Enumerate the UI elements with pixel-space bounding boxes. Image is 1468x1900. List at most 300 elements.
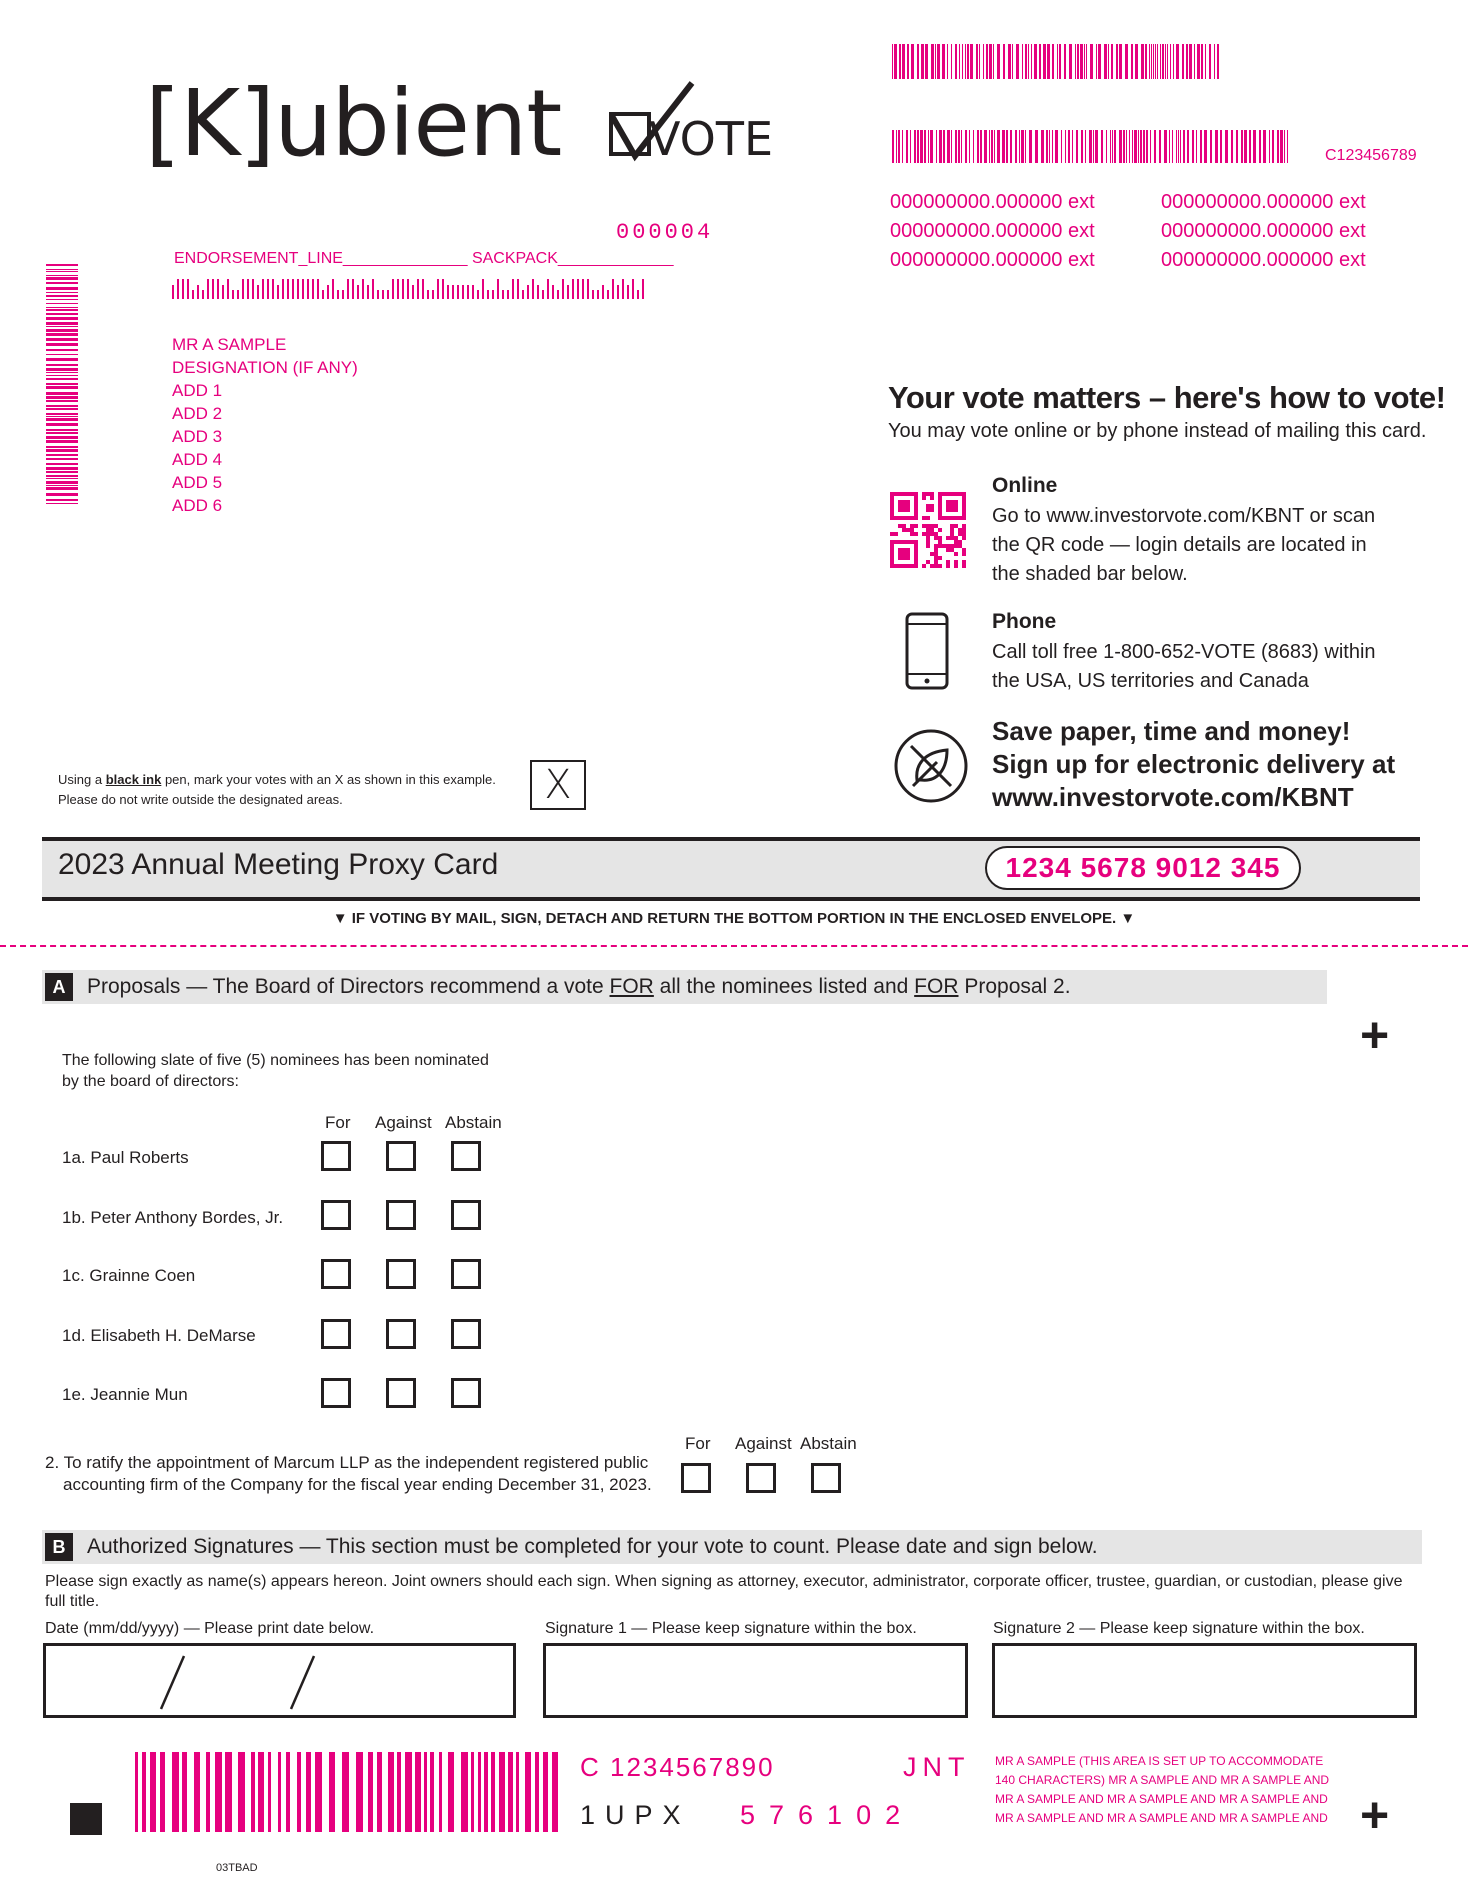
barcode-bar	[46, 499, 78, 501]
barcode-bar	[46, 454, 78, 456]
barcode-bar	[172, 1752, 179, 1832]
barcode-bar	[206, 1752, 210, 1832]
phone-line: Call toll free 1-800-652-VOTE (8683) within	[992, 641, 1376, 663]
barcode-bar	[939, 130, 942, 163]
footer-control-number: C 1234567890	[580, 1752, 775, 1782]
barcode-bar	[547, 279, 549, 299]
qr-code-icon[interactable]	[890, 492, 966, 568]
vote-1e-for[interactable]	[321, 1378, 351, 1408]
barcode-bar	[1046, 130, 1048, 163]
barcode-bar	[448, 1752, 454, 1832]
barcode-bar	[297, 1752, 301, 1832]
barcode-bar	[924, 130, 926, 163]
barcode-bar	[1110, 130, 1111, 163]
barcode-bar	[46, 309, 78, 311]
barcode-bar	[46, 493, 78, 496]
barcode-bar	[405, 1752, 412, 1832]
barcode-bar	[1022, 44, 1023, 79]
barcode-bar	[1025, 130, 1026, 163]
vote-2-against[interactable]	[746, 1463, 776, 1493]
barcode-bar	[46, 307, 78, 308]
barcode-bar	[422, 279, 424, 299]
barcode-bar	[46, 343, 78, 346]
vote-2-for[interactable]	[681, 1463, 711, 1493]
barcode-bar	[46, 485, 78, 486]
barcode-bar	[907, 44, 909, 79]
barcode-bar	[46, 368, 78, 371]
vote-1c-abstain[interactable]	[451, 1259, 481, 1289]
address-block	[172, 333, 358, 517]
barcode-bar	[967, 44, 969, 79]
barcode-bar	[172, 285, 174, 299]
signature-2-field[interactable]	[992, 1643, 1417, 1718]
barcode-bar	[1138, 130, 1139, 163]
barcode-bar	[898, 130, 900, 163]
barcode-bar	[1086, 44, 1087, 79]
barcode-bar	[1277, 130, 1279, 163]
title-part: Proposal 2.	[958, 975, 1071, 998]
barcode-bar	[1089, 130, 1092, 163]
barcode-bar	[387, 290, 389, 299]
inst-emphasis: black ink	[105, 772, 162, 787]
barcode-bar	[1149, 44, 1150, 79]
vote-1a-abstain[interactable]	[451, 1141, 481, 1171]
barcode-bar	[936, 130, 937, 163]
barcode-bar	[910, 130, 911, 163]
endorsement-line: ENDORSEMENT_LINE______________ SACKPACK_____________	[174, 250, 674, 267]
nominee-1d: 1d. Elisabeth H. DeMarse	[62, 1326, 256, 1345]
barcode-bar	[302, 279, 304, 299]
barcode-bar	[197, 285, 199, 299]
barcode-bar	[943, 130, 945, 163]
vote-1d-for[interactable]	[321, 1319, 351, 1349]
barcode-bar	[1126, 130, 1127, 163]
barcode-bar	[292, 279, 294, 299]
vote-1b-abstain[interactable]	[451, 1200, 481, 1230]
barcode-bar	[1201, 44, 1203, 79]
barcode-top	[892, 44, 1222, 79]
barcode-bar	[562, 279, 564, 299]
barcode-bar	[46, 383, 78, 385]
barcode-bar	[1085, 130, 1086, 163]
signature-1-label: Signature 1 — Please keep signature within the box.	[545, 1620, 917, 1637]
barcode-bar	[1072, 130, 1073, 163]
barcode-bar	[46, 277, 78, 280]
section-b-title: Authorized Signatures — This section must be completed for your vote to count. Please date and sign below.	[87, 1535, 1098, 1558]
barcode-bar	[532, 279, 534, 299]
barcode-bar	[46, 408, 78, 410]
barcode-bar	[237, 290, 239, 299]
barcode-bar	[537, 285, 539, 299]
barcode-bar	[552, 285, 554, 299]
barcode-bar	[914, 130, 916, 163]
barcode-bar	[46, 471, 78, 473]
barcode-bar	[572, 279, 574, 299]
barcode-bar	[46, 299, 78, 300]
barcode-bar	[252, 279, 254, 299]
barcode-bar	[471, 1752, 474, 1832]
barcode-bar	[46, 400, 78, 402]
address-line: ADD 1	[172, 381, 223, 400]
barcode-bar	[1080, 44, 1083, 79]
barcode-bar	[46, 358, 78, 361]
vote-1c-for[interactable]	[321, 1259, 351, 1289]
barcode-bar	[46, 378, 78, 380]
barcode-bar	[356, 1752, 363, 1832]
address-line: ADD 5	[172, 473, 223, 492]
online-instructions	[992, 502, 1375, 589]
vote-1a-against[interactable]	[386, 1141, 416, 1171]
barcode-bar	[397, 279, 399, 299]
inst-text: Please do not write outside the designated areas.	[58, 792, 343, 807]
barcode-bar	[192, 290, 194, 299]
barcode-bar	[1012, 44, 1013, 79]
barcode-bar	[46, 413, 78, 415]
barcode-bar	[947, 44, 948, 79]
barcode-bar	[306, 1752, 311, 1832]
col-for: For	[325, 1113, 351, 1132]
proposal-line: 2. To ratify the appointment of Marcum LLP as the independent registered public	[45, 1453, 649, 1472]
vote-2-abstain[interactable]	[811, 1463, 841, 1493]
barcode-bar	[961, 130, 962, 163]
barcode-bar	[970, 44, 973, 79]
barcode-bar	[1153, 44, 1154, 79]
barcode-bar	[46, 275, 78, 276]
barcode-bar	[1123, 130, 1125, 163]
barcode-bar	[46, 429, 78, 431]
phone-line: the USA, US territories and Canada	[992, 670, 1309, 692]
signature-1-field[interactable]	[543, 1643, 968, 1718]
barcode-bar	[1059, 44, 1061, 79]
edelivery-promo	[992, 715, 1395, 814]
barcode-bar	[959, 44, 960, 79]
barcode-bar	[362, 279, 364, 299]
barcode-bar	[452, 285, 454, 299]
barcode-bar	[46, 287, 78, 290]
barcode-bar	[597, 290, 599, 299]
barcode-bar	[46, 396, 78, 399]
barcode-bar	[46, 386, 78, 389]
footer-upx: 1UPX	[580, 1800, 691, 1830]
promo-line: Save paper, time and money!	[992, 716, 1351, 746]
barcode-bar	[1165, 44, 1166, 79]
barcode-bar	[937, 44, 940, 79]
ext-line: 000000000.000000 ext	[1161, 249, 1366, 271]
how-to-vote-title: Your vote matters – here's how to vote!	[888, 380, 1446, 415]
barcode-bar	[928, 130, 929, 163]
barcode-bar	[994, 130, 995, 163]
barcode-bar	[46, 475, 78, 477]
barcode-bar	[930, 130, 933, 163]
date-field[interactable]	[43, 1643, 516, 1718]
barcode-bar	[1180, 130, 1181, 163]
barcode-bar	[1132, 130, 1133, 163]
edelivery-link[interactable]: www.investorvote.com/KBNT	[992, 782, 1354, 812]
barcode-bar	[906, 130, 908, 163]
slate-line: by the board of directors:	[62, 1073, 239, 1090]
barcode-bar	[342, 1752, 349, 1832]
barcode-bar	[502, 290, 504, 299]
barcode-bar	[46, 392, 78, 395]
barcode-bar	[337, 290, 339, 299]
barcode-bar	[258, 1752, 264, 1832]
account-number: 1234 5678 9012 345	[985, 846, 1301, 890]
barcode-bar	[46, 303, 78, 304]
barcode-bar	[986, 44, 988, 79]
barcode-bar	[242, 279, 244, 299]
barcode-bar	[257, 285, 259, 299]
phone-title: Phone	[992, 610, 1057, 633]
barcode-bar	[247, 279, 249, 299]
barcode-bar	[1125, 44, 1128, 79]
online-line: the shaded bar below.	[992, 563, 1188, 585]
barcode-bar	[983, 44, 984, 79]
barcode-bar	[973, 130, 974, 163]
barcode-bar	[1043, 44, 1046, 79]
barcode-bar	[417, 279, 419, 299]
barcode-bar	[1194, 44, 1195, 79]
barcode-bar	[1146, 130, 1148, 163]
barcode-bar	[437, 279, 439, 299]
barcode-bar	[402, 279, 404, 299]
vote-1e-against[interactable]	[386, 1378, 416, 1408]
barcode-bar	[977, 130, 979, 163]
barcode-bar	[557, 290, 559, 299]
barcode-bar	[899, 44, 901, 79]
barcode-bar	[1178, 130, 1179, 163]
address-line: ADD 4	[172, 450, 223, 469]
barcode-bar	[1064, 44, 1066, 79]
detach-instruction: ▼ IF VOTING BY MAIL, SIGN, DETACH AND RETURN THE BOTTOM PORTION IN THE ENCLOSED ENVELOPE. ▼	[332, 910, 1136, 927]
barcode-bar	[377, 1752, 382, 1832]
barcode-bar	[1160, 44, 1161, 79]
section-a-title	[87, 975, 1071, 999]
barcode-bar	[222, 285, 224, 299]
postal-barcode	[172, 279, 650, 299]
barcode-bar	[1119, 130, 1122, 163]
barcode-bar	[217, 279, 219, 299]
title-part: all the nominees listed and	[653, 975, 915, 998]
col-against: Against	[375, 1113, 432, 1132]
barcode-bar	[1075, 44, 1076, 79]
marking-instructions	[58, 770, 496, 810]
barcode-bar	[1241, 130, 1243, 163]
barcode-bar	[925, 44, 928, 79]
barcode-bar	[447, 285, 449, 299]
barcode-bar	[1047, 44, 1050, 79]
barcode-bar	[278, 1752, 281, 1832]
barcode-bar	[955, 44, 957, 79]
ext-line: 000000000.000000 ext	[890, 220, 1095, 242]
address-line: ADD 2	[172, 404, 223, 423]
barcode-bar	[46, 271, 78, 272]
vote-1d-against[interactable]	[386, 1319, 416, 1349]
barcode-bar	[347, 279, 349, 299]
barcode-bar	[497, 279, 499, 299]
vote-1a-for[interactable]	[321, 1141, 351, 1171]
vote-1b-against[interactable]	[386, 1200, 416, 1230]
barcode-bar	[951, 44, 952, 79]
barcode-bar	[1167, 44, 1168, 79]
barcode-bar	[1029, 130, 1032, 163]
barcode-bar	[388, 1752, 394, 1832]
barcode-bar	[512, 279, 514, 299]
barcode-bar	[187, 279, 189, 299]
vote-logo-text: VOTE	[649, 112, 774, 166]
barcode-bar	[150, 1752, 156, 1832]
barcode-bar	[965, 44, 966, 79]
barcode-bar	[46, 372, 78, 373]
barcode-bar	[46, 292, 78, 293]
barcode-bar	[1214, 44, 1215, 79]
address-line: MR A SAMPLE	[172, 335, 287, 354]
barcode-bar	[1041, 130, 1044, 163]
barcode-bar	[1002, 130, 1005, 163]
barcode-bar	[1189, 44, 1192, 79]
barcode-bar	[1057, 44, 1058, 79]
barcode-bar	[432, 290, 434, 299]
barcode-bar	[1114, 130, 1116, 163]
barcode-bar	[267, 279, 269, 299]
barcode-bar	[352, 279, 354, 299]
vote-1d-abstain[interactable]	[451, 1319, 481, 1349]
barcode-bar	[1169, 130, 1170, 163]
barcode-bar	[1209, 44, 1211, 79]
barcode-bar	[989, 130, 990, 163]
barcode-bar	[607, 290, 609, 299]
barcode-bar	[46, 478, 78, 479]
barcode-bar	[1134, 130, 1137, 163]
barcode-bar	[286, 1752, 290, 1832]
vote-1b-for[interactable]	[321, 1200, 351, 1230]
barcode-bar	[377, 290, 379, 299]
barcode-bar	[892, 130, 894, 163]
title-for: FOR	[609, 975, 654, 998]
barcode-bar	[1183, 130, 1185, 163]
barcode-bar	[958, 130, 960, 163]
how-to-vote-subtitle: You may vote online or by phone instead of mailing this card.	[888, 420, 1427, 442]
barcode-bar	[1176, 130, 1177, 163]
barcode-bar	[1028, 44, 1029, 79]
barcode-bar	[46, 364, 78, 366]
col-abstain: Abstain	[445, 1113, 502, 1132]
barcode-bar	[991, 130, 993, 163]
barcode-bar	[46, 416, 78, 417]
vote-1e-abstain[interactable]	[451, 1378, 481, 1408]
barcode-bar	[457, 285, 459, 299]
barcode-bar	[297, 279, 299, 299]
barcode-bar	[472, 285, 474, 299]
barcode-bar	[342, 290, 344, 299]
barcode-bar	[627, 285, 629, 299]
barcode-bar	[1200, 130, 1202, 163]
barcode-bar	[1104, 44, 1107, 79]
barcode-bar	[1220, 130, 1222, 163]
barcode-bar	[46, 467, 78, 470]
barcode-bar	[1192, 130, 1194, 163]
barcode-bar	[397, 1752, 401, 1832]
barcode-bar	[1150, 130, 1151, 163]
barcode-bar	[1284, 130, 1285, 163]
vote-1c-against[interactable]	[386, 1259, 416, 1289]
barcode-bar	[525, 1752, 531, 1832]
slate-line: The following slate of five (5) nominees has been nominated	[62, 1052, 489, 1069]
barcode-bar	[46, 436, 78, 439]
barcode-bar	[892, 44, 893, 79]
nominee-1b: 1b. Peter Anthony Bordes, Jr.	[62, 1208, 284, 1227]
barcode-bar	[317, 279, 319, 299]
barcode-bar	[1143, 130, 1145, 163]
barcode-bar	[484, 1752, 488, 1832]
phone-icon	[905, 612, 949, 695]
barcode-bar	[955, 130, 957, 163]
barcode-bar	[979, 44, 980, 79]
p2-col-for: For	[685, 1434, 711, 1453]
barcode-bar	[46, 269, 78, 270]
barcode-bar	[46, 326, 78, 327]
barcode-bar	[642, 279, 644, 299]
barcode-bar	[46, 295, 78, 297]
barcode-bar	[46, 333, 78, 336]
barcode-bar	[1077, 44, 1079, 79]
barcode-bar	[1052, 44, 1054, 79]
barcode-bar	[989, 44, 992, 79]
barcode-bar	[1173, 44, 1174, 79]
registration-plus-icon: +	[1360, 1007, 1390, 1063]
barcode-bar	[1068, 130, 1070, 163]
barcode-bar	[582, 279, 584, 299]
barcode-bar	[516, 1752, 519, 1832]
barcode-bar	[535, 1752, 539, 1832]
barcode-bar	[984, 130, 987, 163]
barcode-bar	[478, 1752, 481, 1832]
barcode-bar	[911, 44, 914, 79]
barcode-bar	[1093, 130, 1094, 163]
barcode-bar	[268, 1752, 271, 1832]
barcode-bar	[508, 1752, 513, 1832]
nominee-1e: 1e. Jeannie Mun	[62, 1385, 188, 1404]
barcode-bar	[951, 130, 952, 163]
barcode-bar	[1259, 130, 1261, 163]
barcode-bar	[467, 285, 469, 299]
barcode-bar	[46, 449, 78, 452]
barcode-bar	[368, 1752, 373, 1832]
barcode-bar	[1119, 44, 1122, 79]
barcode-bar	[461, 1752, 468, 1832]
barcode-bar	[1280, 130, 1283, 163]
barcode-bar	[1170, 44, 1171, 79]
barcode-bar	[917, 130, 919, 163]
online-line: the QR code — login details are located in	[992, 534, 1367, 556]
barcode-bar	[46, 481, 78, 484]
barcode-bar	[482, 279, 484, 299]
barcode-bottom	[135, 1752, 565, 1832]
barcode-bar	[46, 405, 78, 407]
nominee-1c: 1c. Grainne Coen	[62, 1266, 196, 1285]
barcode-bar	[1090, 44, 1093, 79]
barcode-bar	[1116, 44, 1118, 79]
barcode-bar	[1015, 130, 1017, 163]
registration-plus-icon: +	[1360, 1787, 1390, 1843]
barcode-bar	[322, 290, 324, 299]
barcode-bar	[993, 44, 994, 79]
online-line: Go to www.investorvote.com/KBNT or scan	[992, 505, 1376, 527]
barcode-bar	[917, 44, 919, 79]
barcode-bar	[1176, 44, 1179, 79]
barcode-bar	[1182, 44, 1184, 79]
barcode-bar	[969, 130, 970, 163]
barcode-bar	[935, 44, 936, 79]
